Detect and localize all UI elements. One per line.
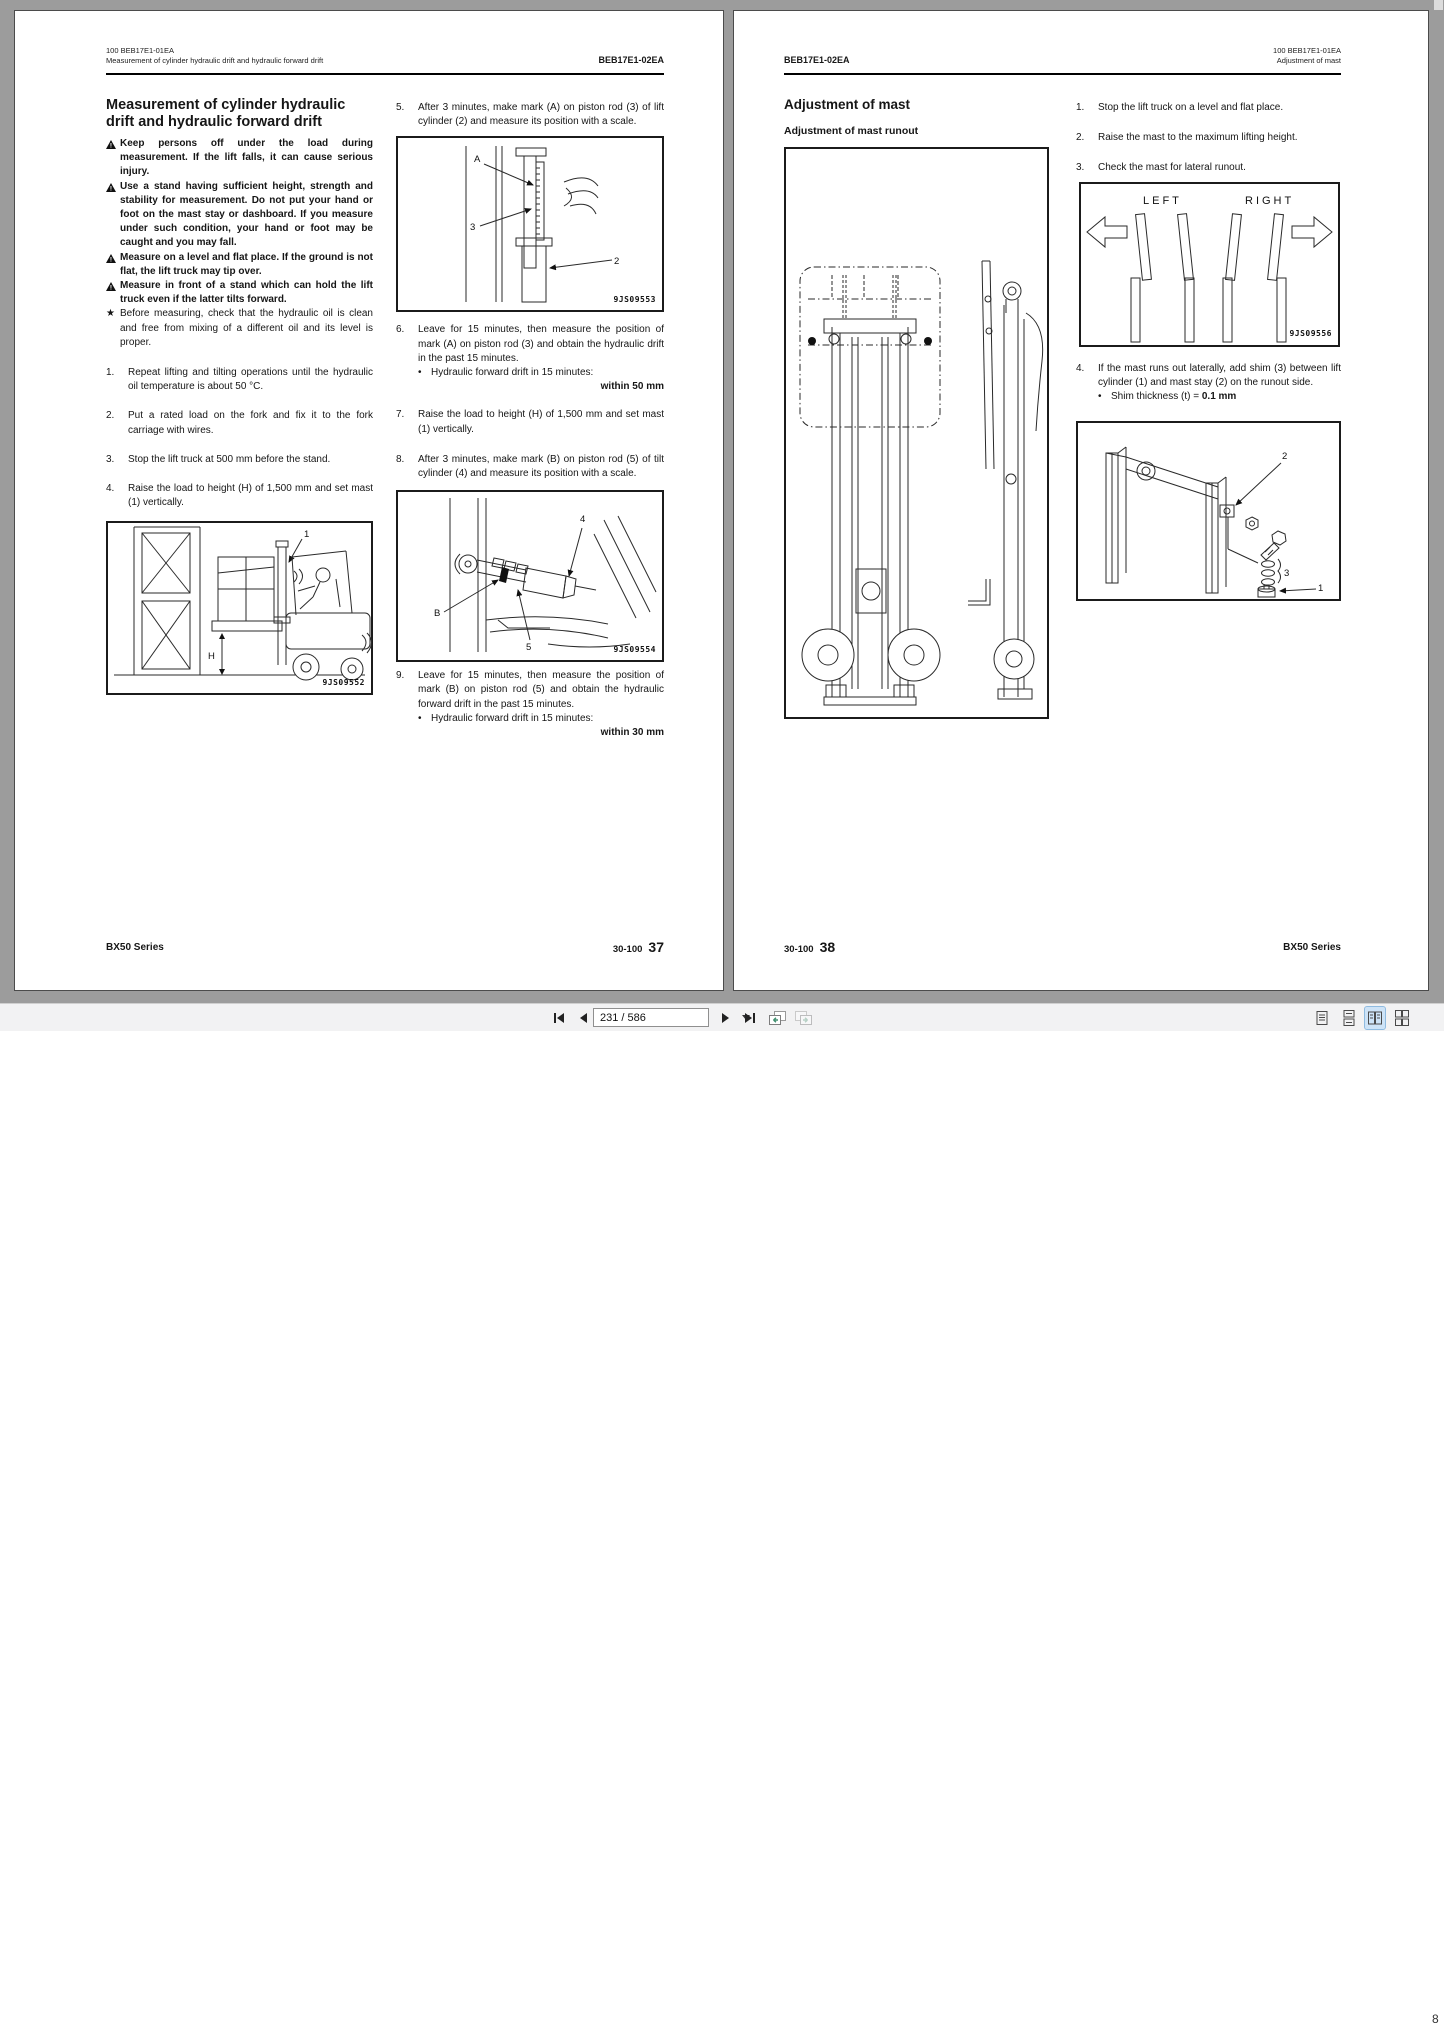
single-page-view-button[interactable] (1312, 1007, 1332, 1029)
figure-mast-runout-direction (1079, 182, 1340, 347)
svg-text:1: 1 (304, 529, 310, 541)
bullet-text: Hydraulic forward drift in 15 minutes: (431, 367, 594, 379)
svg-text:!: ! (109, 284, 113, 292)
figure-tilt-cylinder (396, 490, 664, 662)
step-item (396, 669, 664, 712)
step-number: 8. (396, 453, 405, 465)
step-item (1076, 101, 1341, 115)
document-page-right (733, 10, 1429, 991)
figure-id: 9JS09552 (322, 678, 365, 688)
figure-shim-installation (1076, 421, 1341, 601)
header-section-title: Measurement of cylinder hydraulic drift and hydraulic forward drift (106, 56, 324, 65)
footer-section: 30-100 (612, 944, 643, 955)
bullet-icon: • (418, 712, 422, 724)
step-number: 5. (396, 102, 405, 113)
bullet-icon: • (1098, 391, 1102, 403)
previous-view-button[interactable] (766, 1007, 788, 1029)
warning-item (106, 137, 373, 180)
warning-text: Measure in front of a stand which can hold the lift truck even if the latter tilts forward. (120, 280, 373, 306)
warning-triangle-icon (106, 140, 116, 154)
step-text: Raise the load to height (H) of 1,500 mm and set mast (1) vertically. (128, 483, 373, 509)
star-icon: ★ (106, 308, 115, 320)
last-page-button[interactable] (739, 1007, 761, 1029)
note-text: Before measuring, check that the hydraulic oil is clean and free from mixing of a different oil and its level is proper. (120, 308, 373, 348)
step-item (106, 409, 373, 437)
page-title: Measurement of cylinder hydraulic drift and hydraulic forward drift (106, 97, 346, 130)
procedure-steps (106, 366, 373, 510)
header-right-code: BEB17E1-02EA (598, 55, 664, 65)
page-header-right (1074, 46, 1341, 66)
footer-section: 30-100 (784, 944, 814, 955)
svg-text:3: 3 (1284, 568, 1290, 580)
footer-brand: BX50 Series (106, 942, 164, 953)
step-text: Raise the load to height (H) of 1,500 mm and set mast (1) vertically. (418, 409, 664, 435)
warning-item (106, 180, 373, 251)
step-bullet (418, 366, 664, 380)
first-page-icon (552, 1012, 566, 1024)
step-number: 2. (1076, 132, 1085, 144)
vertical-scrollbar-thumb[interactable] (1434, 0, 1443, 10)
figure-forklift-stand (106, 521, 373, 695)
step-item (106, 453, 373, 467)
spec-value: within 30 mm (600, 727, 664, 739)
svg-text:!: ! (109, 185, 113, 193)
step-number: 2. (106, 410, 115, 422)
warning-item (106, 279, 373, 307)
step-text: After 3 minutes, make mark (B) on piston rod (5) of tilt cylinder (4) and measure its position with a scale. (418, 453, 664, 480)
step-item (396, 323, 664, 366)
step-text: Stop the lift truck on a level and flat place. (1098, 102, 1284, 113)
step-text: After 3 minutes, make mark (A) on piston rod (3) of lift cylinder (2) and measure its position with a scale. (418, 102, 664, 128)
svg-text:B: B (434, 608, 441, 620)
step-text: If the mast runs out laterally, add shim (3) between lift cylinder (1) and mast stay (2) on the runout side. (1098, 362, 1341, 388)
two-page-scrolling-view-icon (1394, 1010, 1410, 1026)
step-bullet (1098, 390, 1341, 404)
note-item (106, 307, 373, 350)
step-text: Stop the lift truck at 500 mm before the stand. (128, 453, 331, 465)
footer-page-ref (784, 939, 835, 957)
figure-mast-views (784, 147, 1049, 719)
previous-page-icon (578, 1012, 590, 1024)
next-view-button[interactable] (792, 1007, 814, 1029)
right-column (1076, 97, 1341, 601)
step-number: 9. (396, 670, 405, 682)
step-item (396, 101, 664, 129)
svg-text:RIGHT: RIGHT (1245, 194, 1295, 207)
figure-id: 9JS09553 (613, 295, 656, 305)
footer-page-number: 37 (648, 939, 664, 955)
step-number: 1. (106, 367, 115, 379)
viewer-toolbar (0, 1003, 1444, 2026)
svg-text:4: 4 (580, 514, 586, 526)
figure-lift-cylinder-scale (396, 136, 664, 312)
warning-text: Measure on a level and flat place. If the ground is not flat, the lift truck may tip over. (120, 251, 373, 277)
section-subtitle: Adjustment of mast runout (784, 125, 919, 137)
bullet-icon: • (418, 367, 422, 379)
figure-id: 9JS09554 (613, 645, 656, 655)
next-page-button[interactable] (714, 1007, 736, 1029)
step-bullet (418, 712, 664, 726)
svg-text:5: 5 (526, 642, 532, 654)
spec-value: within 50 mm (600, 381, 664, 393)
page-header-left (106, 46, 323, 66)
previous-page-button[interactable] (573, 1007, 595, 1029)
step-text: Leave for 15 minutes, then measure the position of mark (A) on piston rod (3) and obtain the hydraulic drift in the past 15 minutes. (418, 324, 664, 364)
step-item (106, 366, 373, 394)
warning-triangle-icon (106, 254, 116, 268)
warning-text: Keep persons off under the load during measurement. If the lift falls, it can cause serious injury. (120, 138, 373, 178)
figure-id: 9JS09556 (1289, 329, 1332, 339)
step-item (1076, 362, 1341, 390)
step-item (1076, 131, 1341, 145)
step-number: 7. (396, 409, 405, 421)
step-number: 3. (1076, 162, 1085, 174)
scrolling-page-view-icon (1341, 1010, 1357, 1026)
footer-page-ref (395, 939, 664, 957)
svg-text:A: A (474, 154, 481, 166)
two-page-view-button[interactable] (1365, 1007, 1385, 1029)
svg-text:!: ! (109, 256, 113, 264)
step-number: 6. (396, 324, 405, 336)
step-text: Check the mast for lateral runout. (1098, 162, 1246, 174)
step-text: Put a rated load on the fork and fix it to the fork carriage with wires. (128, 410, 373, 436)
step-number: 3. (106, 453, 115, 465)
first-page-button[interactable] (548, 1007, 570, 1029)
footer-brand: BX50 Series (1283, 942, 1341, 953)
header-code: 100 BEB17E1-01EA (1273, 46, 1341, 55)
step-text: Raise the mast to the maximum lifting height. (1098, 132, 1298, 144)
scrolling-page-view-button[interactable] (1339, 1007, 1359, 1029)
header-rule (784, 73, 1341, 75)
two-page-scrolling-view-button[interactable] (1392, 1007, 1412, 1029)
step-number: 1. (1076, 102, 1085, 113)
single-page-view-icon (1314, 1010, 1330, 1026)
bullet-text: Shim thickness (t) = (1111, 391, 1202, 403)
left-column (784, 97, 1049, 719)
header-left-code: BEB17E1-02EA (784, 55, 850, 65)
warning-triangle-icon (106, 183, 116, 197)
previous-view-icon (768, 1010, 787, 1026)
svg-text:H: H (208, 651, 215, 663)
step-number: 4. (1076, 362, 1085, 374)
warning-text: Use a stand having sufficient height, strength and stability for measurement. Do not put your hand or foot on the mast stay or dashboard. If you measure under such condition, your hand or foot may be caught and you may fall. (120, 180, 373, 249)
svg-text:3: 3 (470, 222, 476, 234)
bullet-value: 0.1 mm (1201, 391, 1237, 403)
step-item (1076, 161, 1341, 175)
header-code: 100 BEB17E1-01EA (106, 46, 174, 55)
last-page-icon (743, 1012, 757, 1024)
left-column (106, 97, 373, 695)
footer-page-number: 38 (819, 939, 836, 955)
svg-text:2: 2 (614, 256, 620, 268)
next-view-icon (794, 1010, 813, 1026)
header-section-title: Adjustment of mast (1276, 56, 1341, 65)
right-column (396, 97, 664, 740)
step-text: Leave for 15 minutes, then measure the position of mark (B) on piston rod (5) and obtain the hydraulic forward drift in the past 15 minutes. (418, 670, 664, 710)
document-page-left (14, 10, 724, 991)
svg-text:1: 1 (1318, 583, 1324, 595)
step-item (106, 482, 373, 510)
page-number-combobox[interactable] (593, 1008, 709, 1027)
step-item (396, 453, 664, 481)
svg-text:!: ! (109, 142, 113, 150)
header-rule (106, 73, 664, 75)
next-page-icon (719, 1012, 731, 1024)
page-title: Adjustment of mast (784, 97, 911, 112)
two-page-view-icon (1367, 1010, 1383, 1026)
step-number: 4. (106, 483, 115, 495)
step-item (396, 408, 664, 436)
step-text: Repeat lifting and tilting operations until the hydraulic oil temperature is about 50 °C. (128, 367, 373, 393)
svg-text:LEFT: LEFT (1143, 194, 1182, 207)
svg-text:2: 2 (1282, 451, 1288, 463)
bullet-text: Hydraulic forward drift in 15 minutes: (431, 712, 594, 724)
zoom-level-text: 8 (1432, 2012, 1439, 2026)
warning-triangle-icon (106, 282, 116, 296)
warning-item (106, 251, 373, 279)
